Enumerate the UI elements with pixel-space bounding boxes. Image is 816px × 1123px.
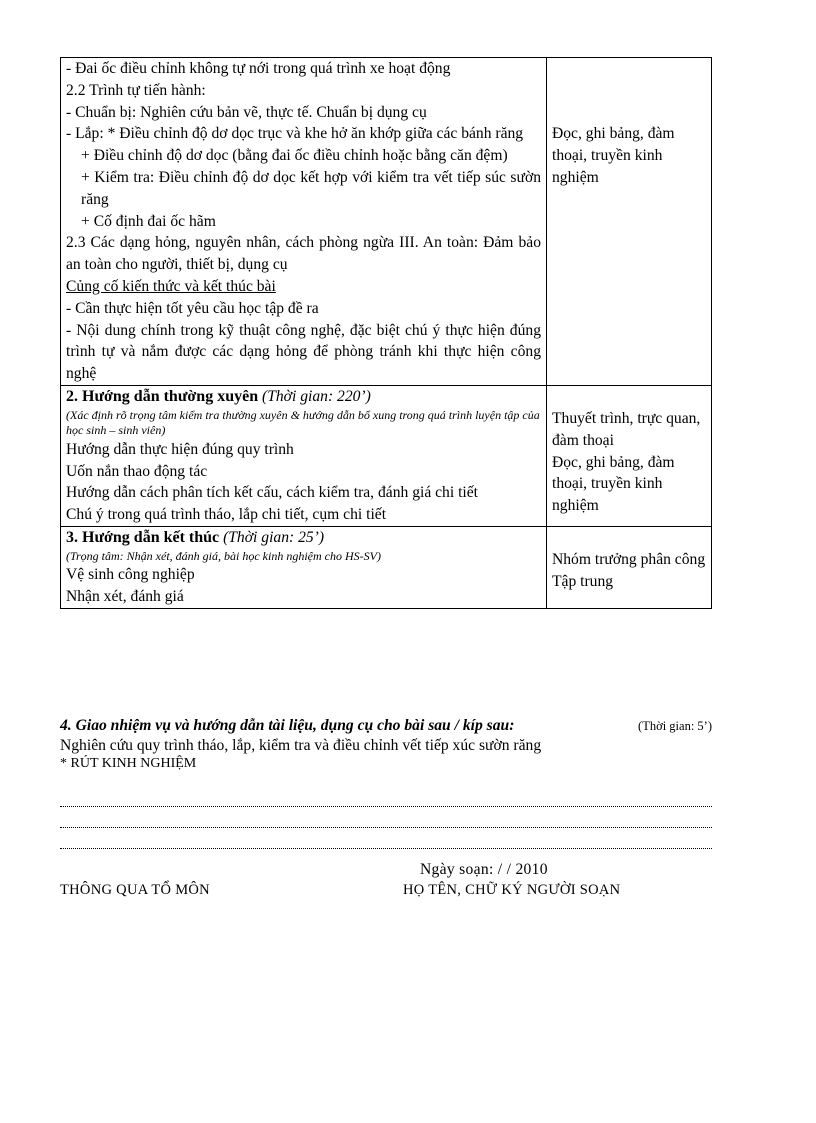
section-4	[60, 716, 712, 772]
text-line: Hướng dẫn thực hiện đúng quy trình	[66, 440, 294, 458]
method-text: Đọc, ghi bảng, đàm thoại, truyền kinh nghiệm	[552, 125, 675, 186]
dotted-line	[60, 847, 712, 849]
section-time: (Thời gian: 25’)	[223, 528, 325, 546]
subheading: Củng cố kiến thức và kết thúc bài	[66, 277, 276, 295]
text-line: Vệ sinh công nghiệp	[66, 566, 195, 584]
method-cell	[547, 385, 712, 526]
text-line: Hướng dẫn cách phân tích kết cấu, cách kiểm tra, đánh giá chi tiết	[66, 484, 479, 502]
text-line: - Nội dung chính trong kỹ thuật công nghệ, đặc biệt chú ý thực hiện đúng trình tự và nắm được các dạng hỏng để phòng tránh khi thực hiện công nghệ	[66, 321, 541, 383]
section-note: (Xác định rõ trọng tâm kiểm tra thường xuyên & hướng dẫn bổ xung trong quá trình luyện tập của học sinh – sinh viên)	[66, 407, 540, 438]
table-row	[61, 385, 712, 526]
text-line: + Điều chỉnh độ dơ dọc (bằng đai ốc điều chỉnh hoặc bằng căn đệm)	[81, 147, 508, 165]
method-text: Tập trung	[552, 572, 614, 590]
text-line: Uốn nắn thao động tác	[66, 462, 208, 480]
section-note: (Trọng tâm: Nhận xét, đánh giá, bài học kinh nghiệm cho HS-SV)	[66, 548, 381, 563]
section-heading: 2. Hướng dẫn thường xuyên	[66, 387, 259, 405]
text-line: 2.3 Các dạng hỏng, nguyên nhân, cách phòng ngừa III. An toàn: Đảm bảo an toàn cho người, thiết bị, dụng cụ	[66, 234, 541, 274]
table-row	[61, 526, 712, 608]
text-line: Chú ý trong quá trình tháo, lắp chi tiết, cụm chi tiết	[66, 506, 387, 524]
section-4-content: Nghiên cứu quy trình tháo, lắp, kiểm tra và điều chỉnh vết tiếp xúc sườn răng	[60, 737, 542, 754]
method-text: Thuyết trình, trực quan, đàm thoại	[552, 409, 701, 449]
text-line: - Cần thực hiện tốt yêu cầu học tập đề ra	[66, 299, 319, 317]
content-cell	[61, 526, 547, 608]
text-line: + Kiểm tra: Điều chỉnh độ dơ dọc kết hợp với kiểm tra vết tiếp súc sườn răng	[81, 168, 541, 208]
table-row	[61, 58, 712, 386]
lesson-table	[60, 57, 712, 609]
text-line: + Cố định đai ốc hãm	[81, 212, 216, 230]
signature-label: HỌ TÊN, CHỮ KÝ NGƯỜI SOẠN	[403, 882, 621, 898]
rut-kinh-nghiem: * RÚT KINH NGHIỆM	[60, 756, 197, 771]
method-text: Đọc, ghi bảng, đàm thoại, truyền kinh nghiệm	[552, 453, 675, 515]
dotted-line	[60, 826, 712, 828]
content-cell	[61, 58, 547, 386]
section-heading: 3. Hướng dẫn kết thúc	[66, 528, 220, 546]
content-cell	[61, 385, 547, 526]
text-line: - Chuẩn bị: Nghiên cứu bản vẽ, thực tế. Chuẩn bị dụng cụ	[66, 103, 427, 121]
dotted-line	[60, 805, 712, 807]
text-line: - Lắp: * Điều chỉnh độ dơ dọc trục và khe hở ăn khớp giữa các bánh răng	[66, 125, 524, 143]
date-line: Ngày soạn: / / 2010	[420, 861, 548, 878]
section-4-time: (Thời gian: 5’)	[638, 719, 712, 733]
method-cell	[547, 526, 712, 608]
method-cell	[547, 58, 712, 386]
section-time: (Thời gian: 220’)	[262, 387, 371, 405]
method-text: Nhóm trưởng phân công	[552, 550, 706, 568]
section-4-title: 4. Giao nhiệm vụ và hướng dẫn tài liệu, dụng cụ cho bài sau / kíp sau:	[60, 717, 515, 734]
text-line: Nhận xét, đánh giá	[66, 588, 184, 606]
approval-label: THÔNG QUA TỔ MÔN	[60, 882, 210, 898]
text-line: - Đai ốc điều chỉnh không tự nới trong quá trình xe hoạt động	[66, 60, 451, 77]
text-line: 2.2 Trình tự tiến hành:	[66, 81, 206, 99]
